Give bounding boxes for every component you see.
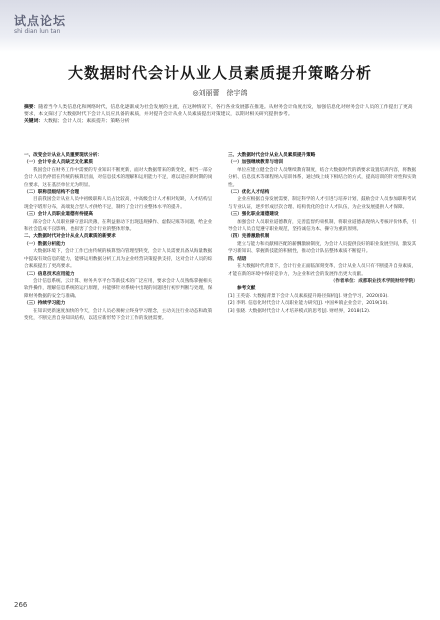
section-heading: 一、改变会计从业人员重要现状分析： <box>24 153 103 158</box>
section-heading: 二、大数据时代对会计从业人员素质的新要求 <box>24 234 116 240</box>
section-heading: （三）会计人员职业道德有待提高 <box>24 212 93 218</box>
references-heading: 参考文献 <box>237 286 256 292</box>
keywords-text: 大数据；会计人员；素质提升；策略分析 <box>43 119 130 125</box>
section-heading: （一）加强继续教育与培训 <box>228 160 284 166</box>
body-paragraph: 在知识更新速度加快的今天，会计人员必须树立终身学习理念，主动关注行业动态和政策变化，不断完善自身知识结构，以适应新形势下会计工作的发展需要。 <box>24 308 213 321</box>
article-authors: ◎刘丽蕾 徐宇鸽 <box>192 89 248 97</box>
section-heading: （四）完善激励机制 <box>228 234 270 240</box>
abstract-text: 随着当今人类信息化和网络时代，信息化逐渐成为社会发展的主流，在这种情况下，各行各业发展都在推进。从财务会计角度出发，加强信息化对财务会计人员的工作提出了更高要求，本文探讨了大数据时代下会计人员应具备的素质，并对提升会计从业人员素质提出对策建议，以期对相关研究提供参考。 <box>24 105 413 118</box>
body-paragraph: 建立与能力和贡献相匹配的薪酬激励制度，为会计人员提供良好的职业发展空间，激发其学习新知识、掌握新技能的积极性，推动会计队伍整体素质不断提升。 <box>228 241 417 255</box>
section-heading: （二）信息技术应用能力 <box>24 271 75 277</box>
section-heading: （三）持续学习能力 <box>24 301 66 307</box>
section-heading: （三）强化职业道德建设 <box>228 212 279 218</box>
body-paragraph: 目前我国会计从业人员中初级职称人员占比较高，中高级会计人才相对短缺，人才结构呈现金字塔形分布，高端复合型人才供给不足，制约了会计行业整体水平的提升。 <box>24 197 213 210</box>
body-paragraph: 单位应建立健全会计人员继续教育制度，结合大数据时代的新要求设置培训内容，将数据分析、信息技术等课程纳入培训体系，通过线上线下相结合的方式，提高培训的针对性和实效性。 <box>228 167 417 188</box>
reference-item: [3] 张晓. 大数据时代会计人才培养模式的思考[J]. 财经界，2018(12). <box>228 308 371 314</box>
section-heading: （一）数据分析能力 <box>24 241 66 247</box>
body-paragraph: 大数据环境下，会计工作已由传统的核算型向管理型转变，会计人员需要具备从海量数据中提取有效信息的能力，能够运用数据分析工具为企业经营决策提供支持，这对会计人员的综合素质提出了更高要求。 <box>24 249 213 270</box>
abstract <box>24 104 416 126</box>
body-paragraph: 会计信息系统、云计算、财务共享平台等新技术的广泛应用，要求会计人员熟练掌握相关软件操作，理解信息系统的运行原理，并能够针对系统中出现的问题进行初步判断与处理，保障财务数据的安全与准确。 <box>24 278 213 299</box>
body-right-column <box>228 152 418 315</box>
abstract-label: 摘要： <box>24 105 39 110</box>
section-title: 试点论坛 <box>14 14 67 28</box>
section-heading: （二）优化人才结构 <box>228 190 270 196</box>
section-heading: 三、大数据时代会计从业人员素质提升策略 <box>228 153 316 158</box>
page-number: 266 <box>14 601 28 609</box>
body-left-column <box>24 152 214 322</box>
author-affiliation: （作者单位：成都职业技术学院财经学院） <box>330 278 418 284</box>
keywords-label: 关键词： <box>24 119 44 125</box>
section-pinyin: shi dian lun tan <box>14 28 61 35</box>
body-paragraph: 企业应根据自身发展需要，制定科学的人才引进与培养计划，鼓励会计人员参加职称考试与专业认证，逐步形成层次合理、结构优化的会计人才队伍，为企业发展提供人才保障。 <box>228 197 417 210</box>
section-header <box>14 14 66 36</box>
section-heading: （二）职称层级结构不合理 <box>24 190 80 196</box>
section-heading: （一）会计专业人员缺乏文化素质 <box>24 160 93 166</box>
body-paragraph: 加强会计人员职业道德教育，完善监督约束机制，将职业道德表现纳入考核评价体系，引导会计人员自觉遵守职业规范，坚持诚信为本、操守为重的原则。 <box>228 219 417 233</box>
body-paragraph: 部分会计人员职业操守意识淡薄，在利益驱动下出现违规操作、虚假记账等问题，给企业和社会造成不良影响，也损害了会计行业的整体形象。 <box>24 219 213 233</box>
reference-item: [1] 王英姿. 大数据背景下会计人员素质提升路径探析[J]. 财会学习，2020(03). <box>228 293 389 299</box>
body-paragraph: 在大数据时代背景下，会计行业正面临深刻变革，会计从业人员只有不断提升自身素质，才能在新的环境中保持竞争力，为企业和社会的发展作出更大贡献。 <box>228 264 417 277</box>
article-title: 大数据时代会计从业人员素质提升策略分析 <box>67 64 372 82</box>
section-heading: 四、结语 <box>228 256 247 262</box>
reference-item: [2] 李明. 信息化时代会计人员职业能力研究[J]. 中国乡镇企业会计，2019(10). <box>228 301 389 307</box>
body-paragraph: 我国会计在财务工作中需要的专业知识不断更新，面对大数据带来的新变化，相当一部分会计人员仍停留在传统的核算层面，对信息技术的理解和运用能力不足，难以适应新时期的岗位要求，这在基层单位尤为明显。 <box>24 167 213 188</box>
